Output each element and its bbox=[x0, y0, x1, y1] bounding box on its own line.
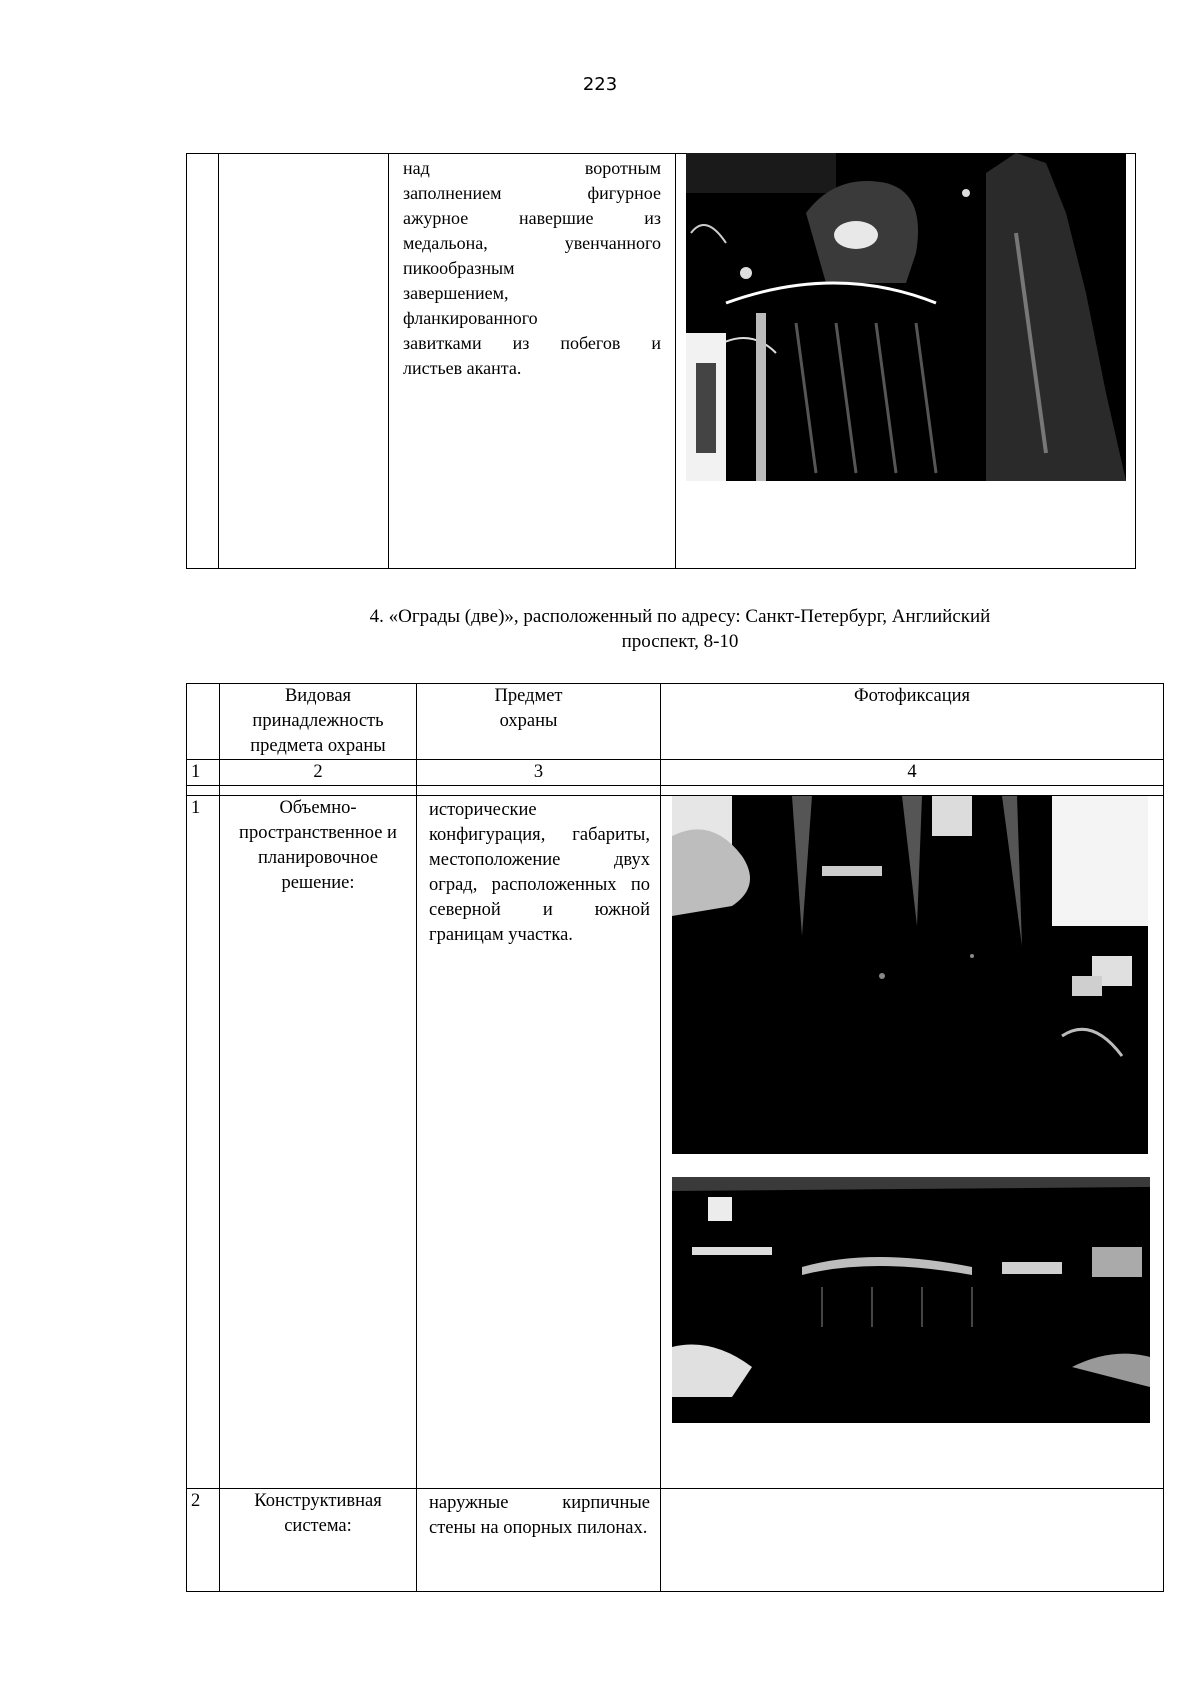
cont-cell-description bbox=[389, 154, 676, 569]
row-num: 1 bbox=[187, 796, 220, 1489]
gate-finial-photo bbox=[686, 153, 1126, 481]
table-header-row bbox=[187, 684, 1164, 760]
desc-line: завершением, bbox=[403, 283, 509, 303]
row-photo-cell bbox=[661, 1489, 1164, 1592]
header-cell-photo: Фотофиксация bbox=[661, 684, 1164, 760]
table-number-row bbox=[187, 760, 1164, 786]
col-number: 1 bbox=[187, 760, 220, 786]
desc-line: фланкированного bbox=[403, 308, 538, 328]
row-num: 2 bbox=[187, 1489, 220, 1592]
cont-cell-num bbox=[187, 154, 219, 569]
header-cell-num bbox=[187, 684, 220, 760]
row-subject: исторические конфигурация, габариты, местоположение двух оград, расположенных по северной и южной границам участка. bbox=[417, 796, 661, 1489]
col-number: 4 bbox=[661, 760, 1164, 786]
caption-line2: проспект, 8-10 bbox=[621, 631, 739, 652]
header-cell-subject: Предмет охраны bbox=[417, 684, 661, 760]
desc-line: медальона, увенчанного bbox=[403, 233, 661, 253]
desc-line: ажурное навершие из bbox=[403, 208, 661, 228]
desc-line: заполнением фигурное bbox=[403, 183, 661, 203]
caption-line1: «Ограды (две)», расположенный по адресу: Санкт-Петербург, Английский bbox=[388, 606, 991, 627]
col-number: 2 bbox=[220, 760, 417, 786]
desc-line: листьев аканта. bbox=[403, 358, 522, 378]
row-type: Объемно-пространственное и планировочное решение: bbox=[220, 796, 417, 1489]
page-number: 223 bbox=[582, 74, 618, 95]
col-number: 3 bbox=[417, 760, 661, 786]
fence-photo-2 bbox=[672, 1177, 1150, 1423]
cont-cell-type bbox=[219, 154, 389, 569]
desc-line: пикообразным bbox=[403, 258, 515, 278]
object-caption bbox=[300, 604, 1060, 654]
header-cell-type: Видовая принадлежность предмета охраны bbox=[220, 684, 417, 760]
table-row bbox=[187, 1489, 1164, 1592]
fence-photo-1 bbox=[672, 796, 1148, 1154]
desc-line: завитками из побегов и bbox=[403, 333, 661, 353]
caption-number: 4. bbox=[369, 606, 384, 627]
row-type: Конструктивная система: bbox=[220, 1489, 417, 1592]
row-subject: наружные кирпичные стены на опорных пилонах. bbox=[417, 1489, 661, 1592]
desc-line: над воротным bbox=[403, 158, 661, 178]
